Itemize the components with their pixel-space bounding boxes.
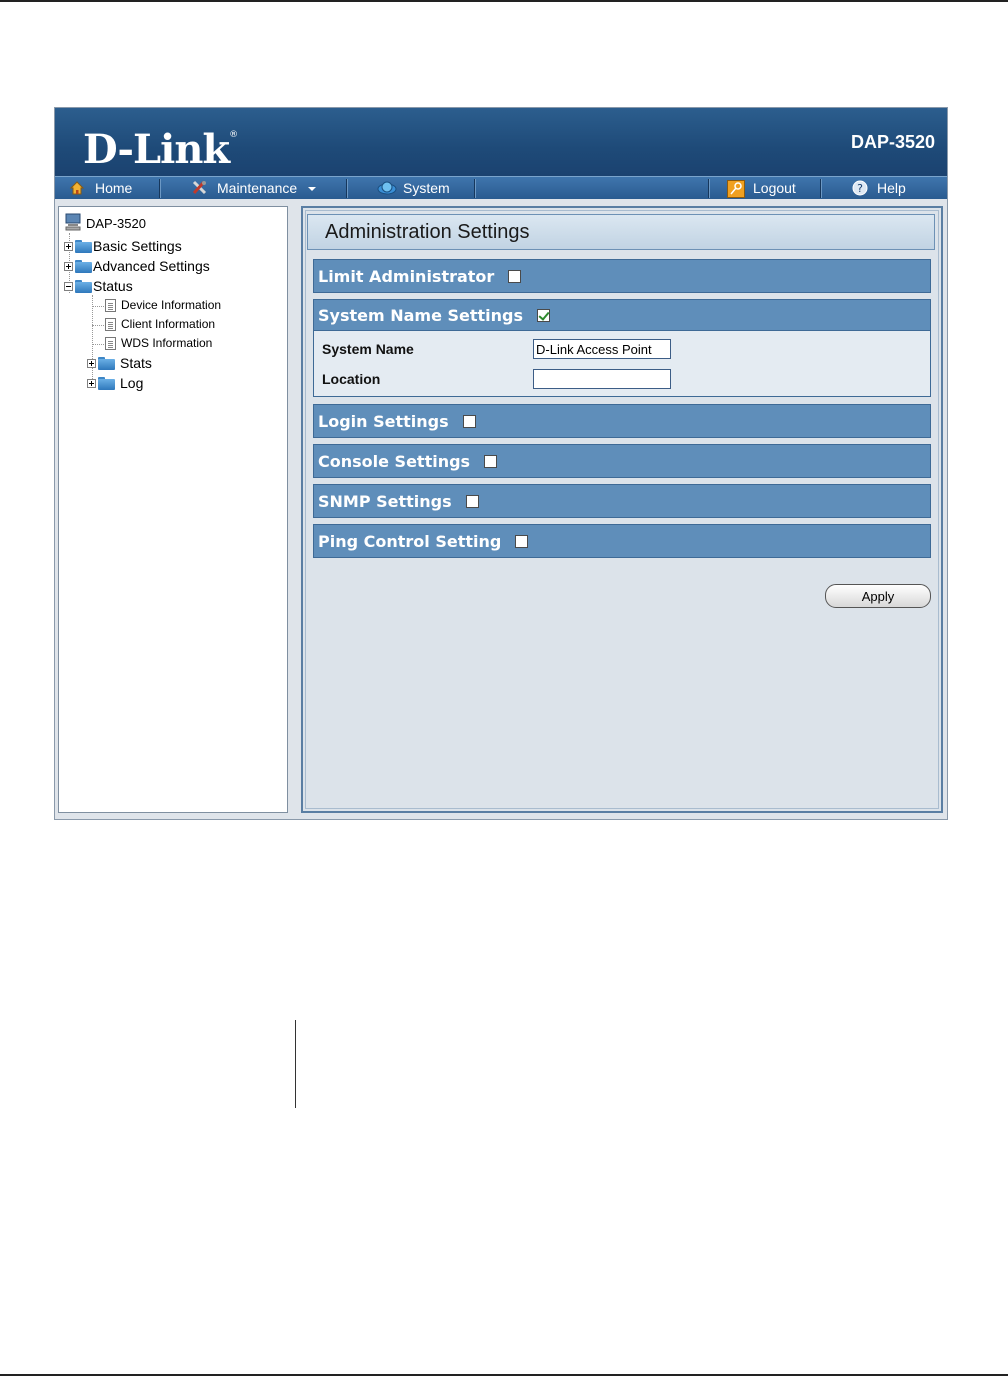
tree-item-label: Device Information	[121, 298, 222, 312]
folder-icon	[75, 240, 92, 253]
expand-plus-icon[interactable]	[87, 379, 96, 388]
section-label: SNMP Settings	[318, 491, 452, 511]
content-panel	[301, 206, 943, 813]
folder-icon	[75, 260, 92, 273]
tree-item-status[interactable]	[64, 278, 133, 294]
model-name: DAP-3520	[850, 132, 935, 152]
console-settings-checkbox[interactable]	[484, 455, 497, 468]
section-system-name-settings	[313, 299, 931, 397]
folder-icon	[98, 377, 115, 390]
location-label: Location	[322, 371, 381, 387]
section-ping-control-setting[interactable]	[313, 524, 931, 558]
system-name-settings-checkbox[interactable]	[537, 309, 550, 322]
tree-item-label: Stats	[120, 355, 152, 371]
tree-connector	[92, 344, 104, 346]
page-top-rule	[0, 0, 1008, 2]
tree-item-client-information[interactable]	[105, 317, 215, 331]
nav-home-label: Home	[95, 180, 133, 196]
home-icon	[69, 180, 85, 196]
tree-item-label: Log	[120, 375, 144, 391]
computer-icon	[65, 213, 83, 234]
admin-web-ui	[54, 107, 948, 820]
tree-item-label: Status	[93, 278, 133, 294]
nav-help-label: Help	[877, 180, 906, 196]
folder-open-icon	[75, 280, 92, 293]
tree-root-label: DAP-3520	[86, 216, 146, 231]
section-snmp-settings[interactable]	[313, 484, 931, 518]
document-icon	[105, 337, 116, 350]
nav-logout-label: Logout	[753, 180, 796, 196]
tree-connector	[92, 306, 104, 308]
section-label: System Name Settings	[318, 305, 524, 325]
snmp-settings-checkbox[interactable]	[466, 495, 479, 508]
folder-icon	[98, 357, 115, 370]
section-label: Limit Administrator	[318, 266, 495, 286]
tree-item-advanced-settings[interactable]	[64, 258, 210, 274]
margin-rule	[295, 1020, 296, 1108]
nav-divider	[159, 179, 161, 198]
tree-connector	[92, 325, 104, 327]
section-label: Login Settings	[318, 411, 449, 431]
dlink-logo: D-Link®	[83, 126, 238, 173]
tree-item-device-information[interactable]	[105, 298, 221, 312]
section-label: Ping Control Setting	[318, 531, 502, 551]
page-title: Administration Settings	[307, 214, 935, 250]
tree-item-log[interactable]	[87, 375, 143, 391]
tree-item-wds-information[interactable]	[105, 336, 212, 350]
header-banner	[55, 108, 947, 176]
top-nav	[55, 176, 947, 199]
collapse-minus-icon[interactable]	[64, 282, 73, 291]
tree-item-stats[interactable]	[87, 355, 152, 371]
nav-system-label: System	[403, 180, 450, 196]
nav-help[interactable]	[851, 177, 906, 199]
navigation-tree	[58, 206, 288, 813]
limit-administrator-checkbox[interactable]	[508, 270, 521, 283]
chevron-down-icon	[307, 180, 317, 196]
nav-divider	[346, 179, 348, 198]
tree-item-label: Client Information	[121, 317, 216, 331]
system-name-input[interactable]	[533, 339, 671, 359]
section-header[interactable]	[314, 300, 930, 331]
help-icon	[851, 180, 867, 196]
ping-control-setting-checkbox[interactable]	[515, 535, 528, 548]
document-icon	[105, 299, 116, 312]
globe-icon	[377, 180, 393, 196]
tree-item-basic-settings[interactable]	[64, 238, 182, 254]
document-icon	[105, 318, 116, 331]
nav-system[interactable]	[377, 177, 450, 199]
section-label: Console Settings	[318, 451, 471, 471]
expand-plus-icon[interactable]	[64, 242, 73, 251]
apply-button[interactable]: Apply	[825, 584, 931, 608]
tree-item-label: Basic Settings	[93, 238, 182, 254]
expand-plus-icon[interactable]	[64, 262, 73, 271]
nav-maintenance-label: Maintenance	[217, 180, 298, 196]
key-icon	[727, 180, 743, 196]
nav-divider	[474, 179, 476, 198]
system-name-label: System Name	[322, 341, 414, 357]
login-settings-checkbox[interactable]	[463, 415, 476, 428]
section-limit-administrator[interactable]	[313, 259, 931, 293]
nav-divider	[820, 179, 822, 198]
tree-root-dap3520[interactable]	[65, 213, 146, 234]
nav-maintenance[interactable]	[191, 177, 317, 199]
tree-item-label: WDS Information	[121, 336, 213, 350]
section-login-settings[interactable]	[313, 404, 931, 438]
expand-plus-icon[interactable]	[87, 359, 96, 368]
page-bottom-rule	[0, 1374, 1008, 1376]
location-input[interactable]	[533, 369, 671, 389]
svg-text:?: ?	[857, 182, 863, 195]
tree-item-label: Advanced Settings	[93, 258, 210, 274]
nav-home[interactable]	[69, 177, 132, 199]
nav-divider	[708, 179, 710, 198]
tools-icon	[191, 180, 207, 196]
nav-logout[interactable]	[727, 177, 796, 199]
section-console-settings[interactable]	[313, 444, 931, 478]
